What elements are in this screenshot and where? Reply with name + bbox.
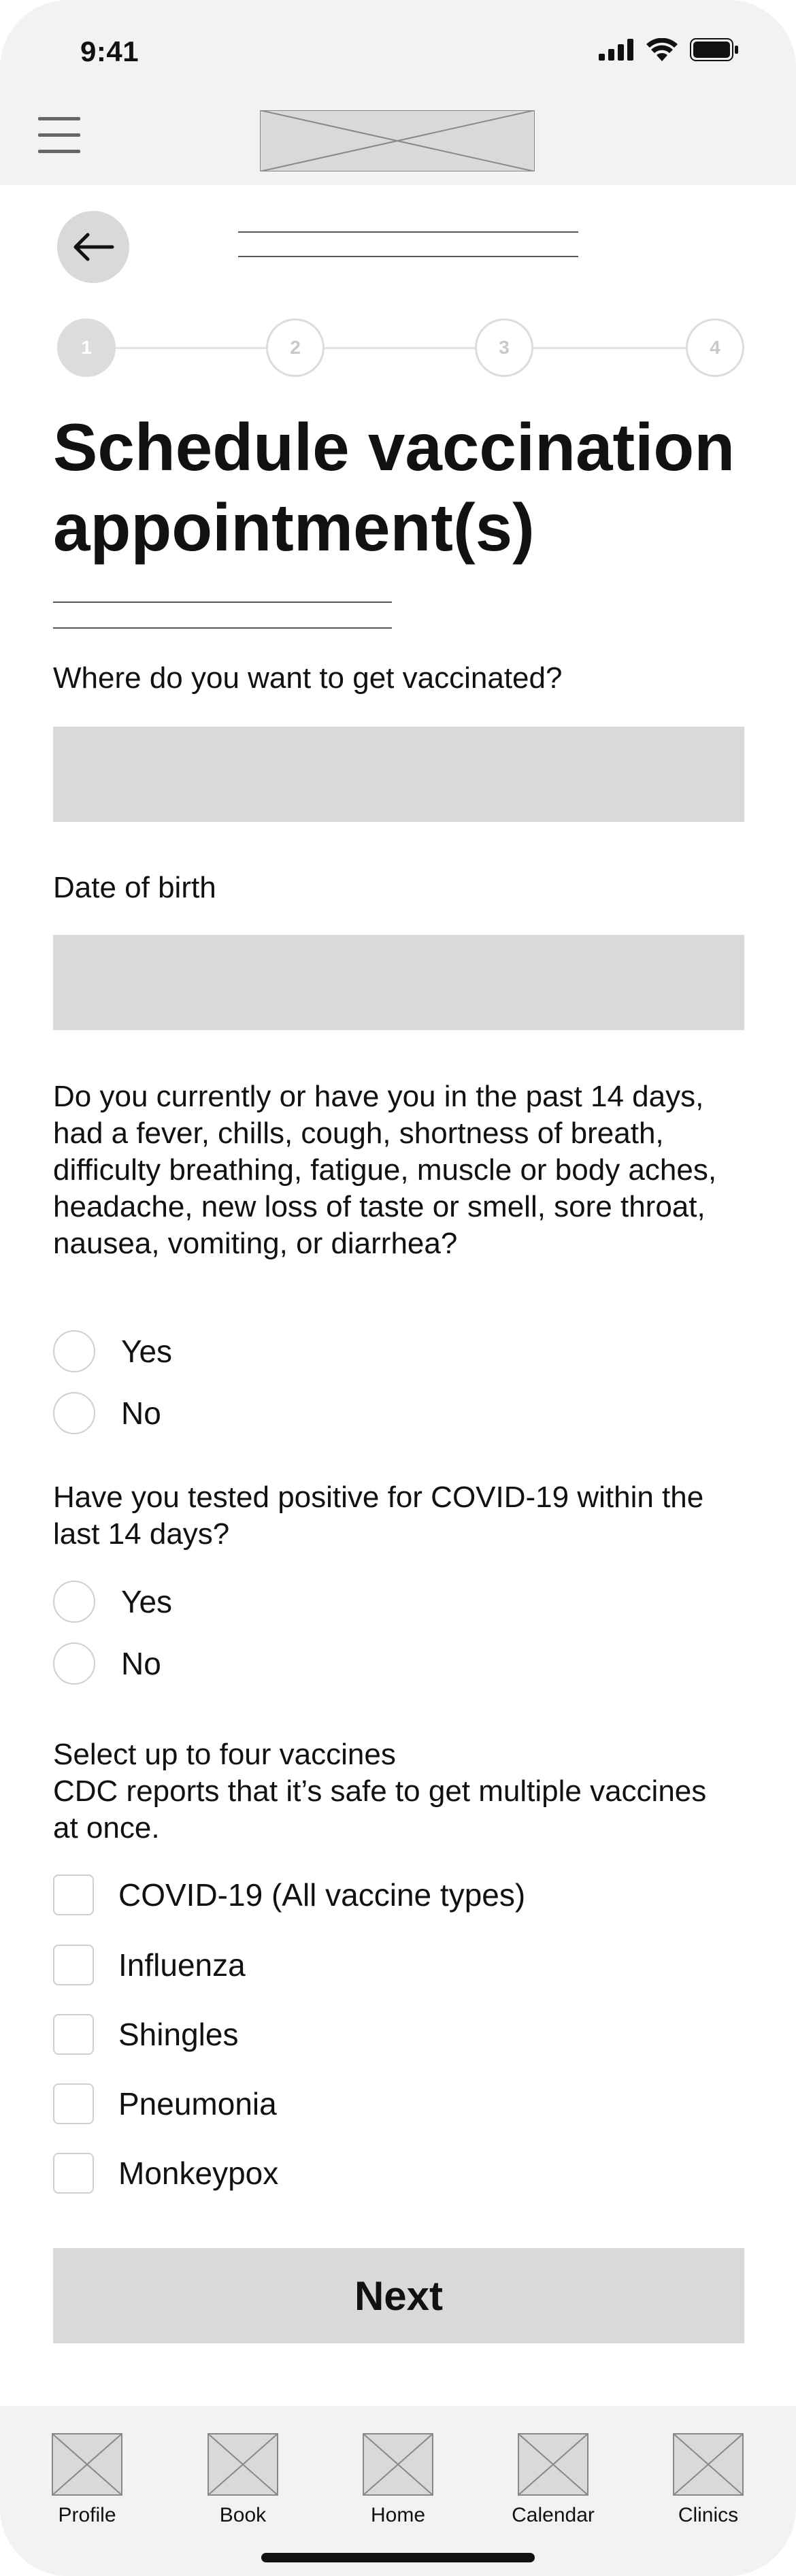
hamburger-icon[interactable] [38,117,80,158]
option-label: Yes [121,1334,173,1369]
vaccines-note: CDC reports that it’s safe to get multiple vaccines at once. [53,1774,707,1845]
next-button[interactable]: Next [53,2248,744,2343]
wifi-icon [646,38,678,65]
signal-icon [599,39,634,64]
nav-label: Clinics [678,2504,739,2526]
logo-placeholder [260,110,535,171]
arrow-left-icon [71,232,115,262]
bottom-nav [0,2406,796,2576]
header-title-placeholder [238,231,578,280]
home-indicator[interactable] [261,2553,535,2562]
home-icon-placeholder [363,2433,433,2496]
status-time: 9:41 [80,35,139,67]
nav-item-home[interactable] [337,2433,459,2527]
location-input[interactable] [53,727,744,822]
nav-item-clinics[interactable] [647,2433,769,2527]
option-label: Monkeypox [118,2156,279,2191]
nav-item-book[interactable] [182,2433,304,2527]
option-label: Influenza [118,1947,246,1983]
step-2: 2 [266,318,325,377]
nav-label: Book [219,2504,267,2526]
vaccines-heading: Select up to four vaccines [53,1738,396,1771]
step-1: 1 [57,318,116,377]
dob-label: Date of birth [53,871,216,904]
covid-no-option[interactable] [53,1642,161,1685]
option-label: Pneumonia [118,2086,277,2121]
option-label: No [121,1396,161,1431]
option-label: Yes [121,1584,173,1619]
progress-stepper [57,318,744,377]
nav-item-calendar[interactable] [492,2433,614,2527]
app-header [0,102,796,185]
calendar-icon-placeholder [518,2433,588,2496]
symptoms-yes-option[interactable] [53,1330,172,1372]
radio-button[interactable] [53,1581,95,1623]
back-button[interactable] [57,211,129,283]
radio-button[interactable] [53,1330,95,1372]
option-label: COVID-19 (All vaccine types) [118,1877,526,1913]
covid-test-question: Have you tested positive for COVID-19 within the last 14 days? [53,1481,704,1551]
vaccine-option-pneumonia[interactable] [53,2083,277,2124]
radio-button[interactable] [53,1642,95,1685]
nav-label: Home [370,2504,426,2526]
status-bar [0,0,796,102]
clinics-icon-placeholder [673,2433,744,2496]
battery-icon [690,38,739,65]
step-3: 3 [475,318,533,377]
book-icon-placeholder [208,2433,278,2496]
radio-button[interactable] [53,1392,95,1434]
option-label: Shingles [118,2017,239,2052]
checkbox[interactable] [53,1945,94,1985]
nav-label: Calendar [512,2504,595,2526]
symptoms-question: Do you currently or have you in the past 14 days, had a fever, chills, cough, shortness of breath, difficulty breathing, fatigue, muscle or body aches, headache, new loss of taste or smell, sore throat, nausea, vomiting, or diarrhea? [53,1080,717,1260]
step-4: 4 [686,318,744,377]
checkbox[interactable] [53,2014,94,2055]
symptoms-no-option[interactable] [53,1392,161,1434]
dob-input[interactable] [53,935,744,1030]
vaccine-option-influenza[interactable] [53,1945,246,1985]
subtitle-placeholder [53,601,392,653]
checkbox[interactable] [53,1875,94,1915]
page-title: Schedule vaccination appointment(s) [53,410,735,565]
checkbox[interactable] [53,2153,94,2194]
nav-item-profile[interactable] [26,2433,148,2527]
checkbox[interactable] [53,2083,94,2124]
vaccine-option-shingles[interactable] [53,2014,238,2055]
covid-yes-option[interactable] [53,1581,172,1623]
vaccine-option-monkeypox[interactable] [53,2153,278,2194]
vaccine-option-covid[interactable] [53,1875,525,1915]
nav-label: Profile [58,2504,116,2526]
status-icons [599,38,739,65]
option-label: No [121,1646,161,1681]
profile-icon-placeholder [52,2433,122,2496]
location-label: Where do you want to get vaccinated? [53,661,563,695]
